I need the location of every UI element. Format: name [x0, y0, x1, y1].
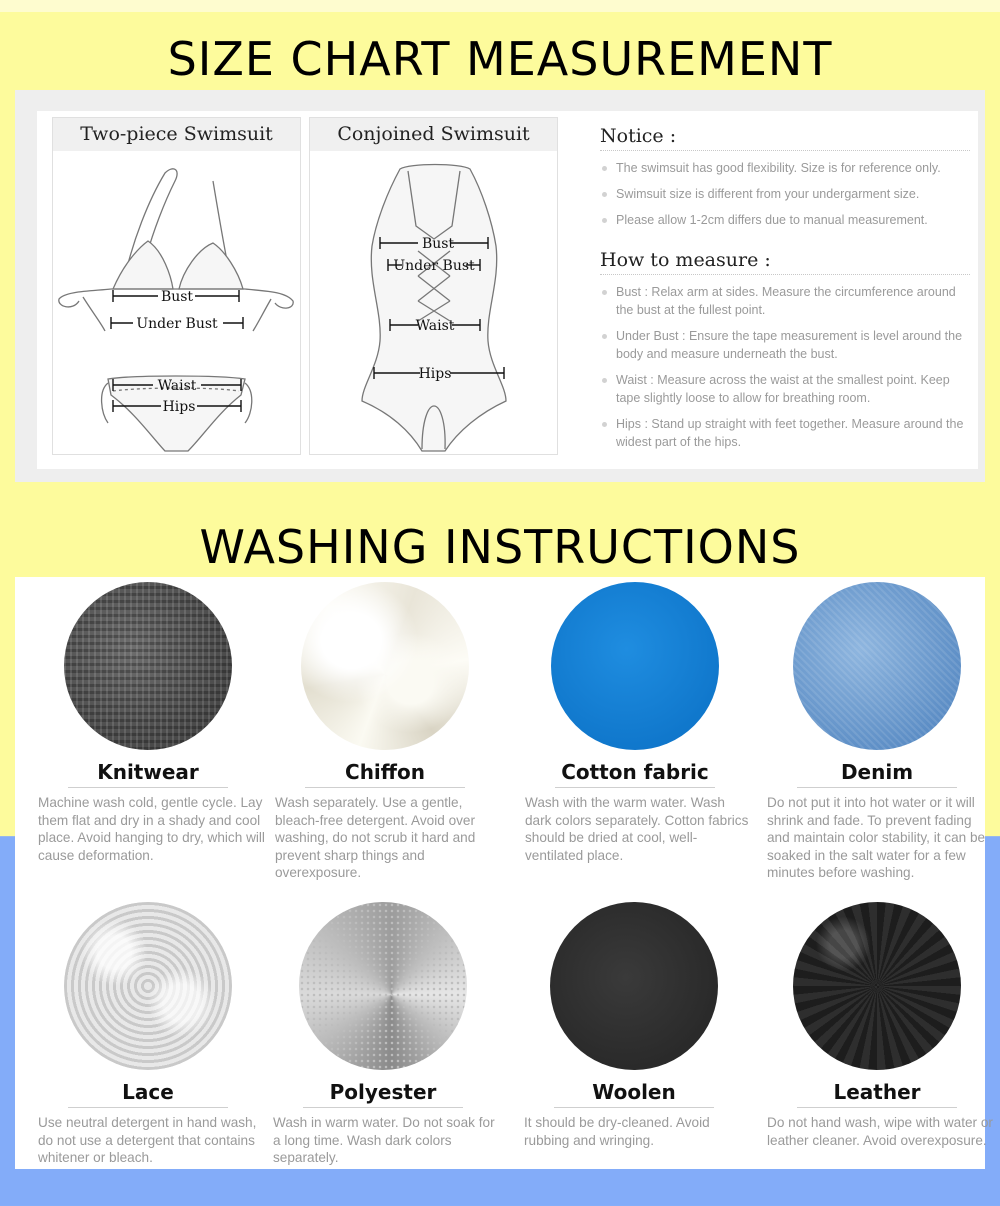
two-piece-waist-label: Waist [157, 378, 197, 394]
conjoined-bust-label: Bust [421, 236, 455, 252]
fabric-name: Woolen [554, 1080, 714, 1108]
fabric-name: Denim [797, 760, 957, 788]
conjoined-under-bust-label: Under Bust [393, 258, 475, 274]
measure-item-under-bust: Under Bust : Ensure the tape measurement is level around the body and measure underneath the bust. [600, 327, 970, 363]
cotton-swatch-icon [551, 582, 719, 750]
size-chart-panel [15, 90, 985, 482]
lace-swatch-icon [64, 902, 232, 1070]
size-chart-inner [37, 111, 978, 469]
two-piece-bust-label: Bust [160, 289, 194, 305]
conjoined-waist-label: Waist [415, 318, 455, 334]
fabric-desc: Use neutral detergent in hand wash, do not use a detergent that contains whitener or bleach. [38, 1115, 257, 1165]
polyester-swatch-icon [299, 902, 467, 1070]
notice-item: The swimsuit has good flexibility. Size is for reference only. [600, 159, 970, 177]
fabric-desc: Wash in warm water. Do not soak for a long time. Wash dark colors separately. [273, 1115, 495, 1165]
washing-title: WASHING INSTRUCTIONS [199, 520, 801, 574]
two-piece-hips-label: Hips [162, 399, 196, 415]
chiffon-swatch-icon [301, 582, 469, 750]
notice-list [600, 159, 970, 229]
measure-item-hips: Hips : Stand up straight with feet together. Measure around the widest part of the hips. [600, 415, 970, 451]
top-strip [0, 0, 1000, 12]
fabric-name: Chiffon [305, 760, 465, 788]
notice-heading: Notice : [600, 125, 970, 151]
measure-item-bust: Bust : Relax arm at sides. Measure the circumference around the bust at the fullest point. [600, 283, 970, 319]
fabric-name: Leather [797, 1080, 957, 1108]
two-piece-under-bust-label: Under Bust [136, 316, 218, 332]
fabric-desc: Wash with the warm water. Wash dark colors separately. Cotton fabrics should be dried at cool, well-ventilated place. [525, 795, 749, 863]
notice-item: Please allow 1-2cm differs due to manual measurement. [600, 211, 970, 229]
fabric-name: Polyester [303, 1080, 463, 1108]
how-to-measure-heading: How to measure : [600, 249, 970, 275]
two-piece-swimsuit-illustration [53, 151, 300, 454]
two-piece-title: Two-piece Swimsuit [53, 118, 300, 151]
fabric-desc: Wash separately. Use a gentle, bleach-free detergent. Avoid over washing, do not scrub it hard and prevent sharp things and overexposure. [275, 795, 476, 880]
conjoined-hips-label: Hips [418, 366, 452, 382]
fabric-desc: Do not hand wash, wipe with water or leather cleaner. Avoid overexposure. [767, 1115, 993, 1148]
measure-item-waist: Waist : Measure across the waist at the smallest point. Keep tape slightly loose to allow for breathing room. [600, 371, 970, 407]
fabric-name: Cotton fabric [555, 760, 715, 788]
two-piece-card [52, 117, 301, 455]
conjoined-title: Conjoined Swimsuit [310, 118, 557, 151]
conjoined-card [309, 117, 558, 455]
size-chart-title: SIZE CHART MEASUREMENT [167, 32, 833, 86]
woolen-swatch-icon [550, 902, 718, 1070]
notice-section [600, 125, 970, 451]
how-to-measure-list [600, 283, 970, 451]
denim-swatch-icon [793, 582, 961, 750]
conjoined-swimsuit-illustration [310, 151, 557, 454]
fabric-desc: It should be dry-cleaned. Avoid rubbing and wringing. [524, 1115, 710, 1148]
fabric-name: Knitwear [68, 760, 228, 788]
fabric-desc: Machine wash cold, gentle cycle. Lay them flat and dry in a shady and cool place. Avoid hanging to dry, which will cause deformation. [38, 795, 265, 863]
leather-swatch-icon [793, 902, 961, 1070]
washing-panel [15, 577, 993, 1169]
fabric-name: Lace [68, 1080, 228, 1108]
notice-item: Swimsuit size is different from your undergarment size. [600, 185, 970, 203]
fabric-desc: Do not put it into hot water or it will shrink and fade. To prevent fading and maintain color stability, it can be soaked in the salt water for a few minutes before washing. [767, 795, 986, 880]
knitwear-swatch-icon [64, 582, 232, 750]
